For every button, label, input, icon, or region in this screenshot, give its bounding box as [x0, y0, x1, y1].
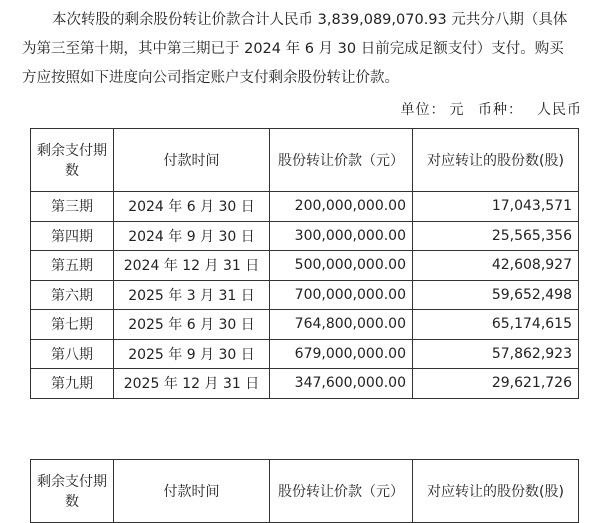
cell-shares: 59,652,498 — [413, 280, 579, 310]
cell-price: 679,000,000.00 — [270, 339, 413, 369]
cell-period: 第七期 — [31, 310, 114, 340]
cell-date: 2025 年 3 月 31 日 — [114, 280, 270, 310]
cell-period: 第五期 — [31, 251, 114, 281]
payment-schedule-table — [30, 128, 579, 399]
cell-period: 第九期 — [31, 369, 114, 399]
header-payment-date: 付款时间 — [114, 129, 270, 192]
cell-price: 764,800,000.00 — [270, 310, 413, 340]
table-row — [31, 369, 579, 399]
paragraph-line-2: 为第三至第十期，其中第三期已于 2024 年 6 月 30 日前完成足额支付）支付。购买 — [22, 41, 564, 57]
table-header-row — [31, 129, 579, 192]
table-row — [31, 280, 579, 310]
cell-shares: 42,608,927 — [413, 251, 579, 281]
header-payment-date: 付款时间 — [114, 460, 270, 523]
cell-date: 2025 年 9 月 30 日 — [114, 339, 270, 369]
table-row — [31, 310, 579, 340]
table-header-row — [31, 460, 579, 523]
cell-date: 2025 年 12 月 31 日 — [114, 369, 270, 399]
cell-period: 第三期 — [31, 192, 114, 222]
paragraph-line-1: 本次转股的剩余股份转让价款合计人民币 3,839,089,070.93 元共分八期（具体 — [52, 12, 568, 28]
payment-schedule-table-2 — [30, 459, 579, 523]
unit-currency-line — [397, 99, 582, 119]
cell-date: 2024 年 12 月 31 日 — [114, 251, 270, 281]
cell-shares: 25,565,356 — [413, 221, 579, 251]
cell-price: 200,000,000.00 — [270, 192, 413, 222]
unit-value: 元 — [449, 102, 465, 118]
cell-price: 500,000,000.00 — [270, 251, 413, 281]
cell-period: 第四期 — [31, 221, 114, 251]
cell-date: 2024 年 6 月 30 日 — [114, 192, 270, 222]
table-row — [31, 339, 579, 369]
cell-period: 第八期 — [31, 339, 114, 369]
cell-date: 2025 年 6 月 30 日 — [114, 310, 270, 340]
paragraph-line-3: 方应按照如下进度向公司指定账户支付剩余股份转让价款。 — [22, 70, 399, 86]
cell-price: 700,000,000.00 — [270, 280, 413, 310]
header-shares: 对应转让的股份数(股) — [413, 460, 579, 523]
header-price: 股份转让价款（元） — [270, 460, 413, 523]
currency-value: 人民币 — [537, 102, 582, 118]
cell-shares: 65,174,615 — [413, 310, 579, 340]
cell-shares: 29,621,726 — [413, 369, 579, 399]
cell-price: 347,600,000.00 — [270, 369, 413, 399]
unit-label: 单位： — [400, 102, 446, 118]
cell-price: 300,000,000.00 — [270, 221, 413, 251]
table-row — [31, 221, 579, 251]
header-shares: 对应转让的股份数(股) — [413, 129, 579, 192]
cell-date: 2024 年 9 月 30 日 — [114, 221, 270, 251]
header-period: 剩余支付期数 — [31, 460, 114, 523]
header-period: 剩余支付期数 — [31, 129, 114, 192]
cell-period: 第六期 — [31, 280, 114, 310]
currency-label: 币种： — [478, 102, 523, 118]
table-row — [31, 251, 579, 281]
header-price: 股份转让价款（元） — [270, 129, 413, 192]
cell-shares: 57,862,923 — [413, 339, 579, 369]
cell-shares: 17,043,571 — [413, 192, 579, 222]
table-row — [31, 192, 579, 222]
intro-paragraph — [22, 6, 590, 93]
